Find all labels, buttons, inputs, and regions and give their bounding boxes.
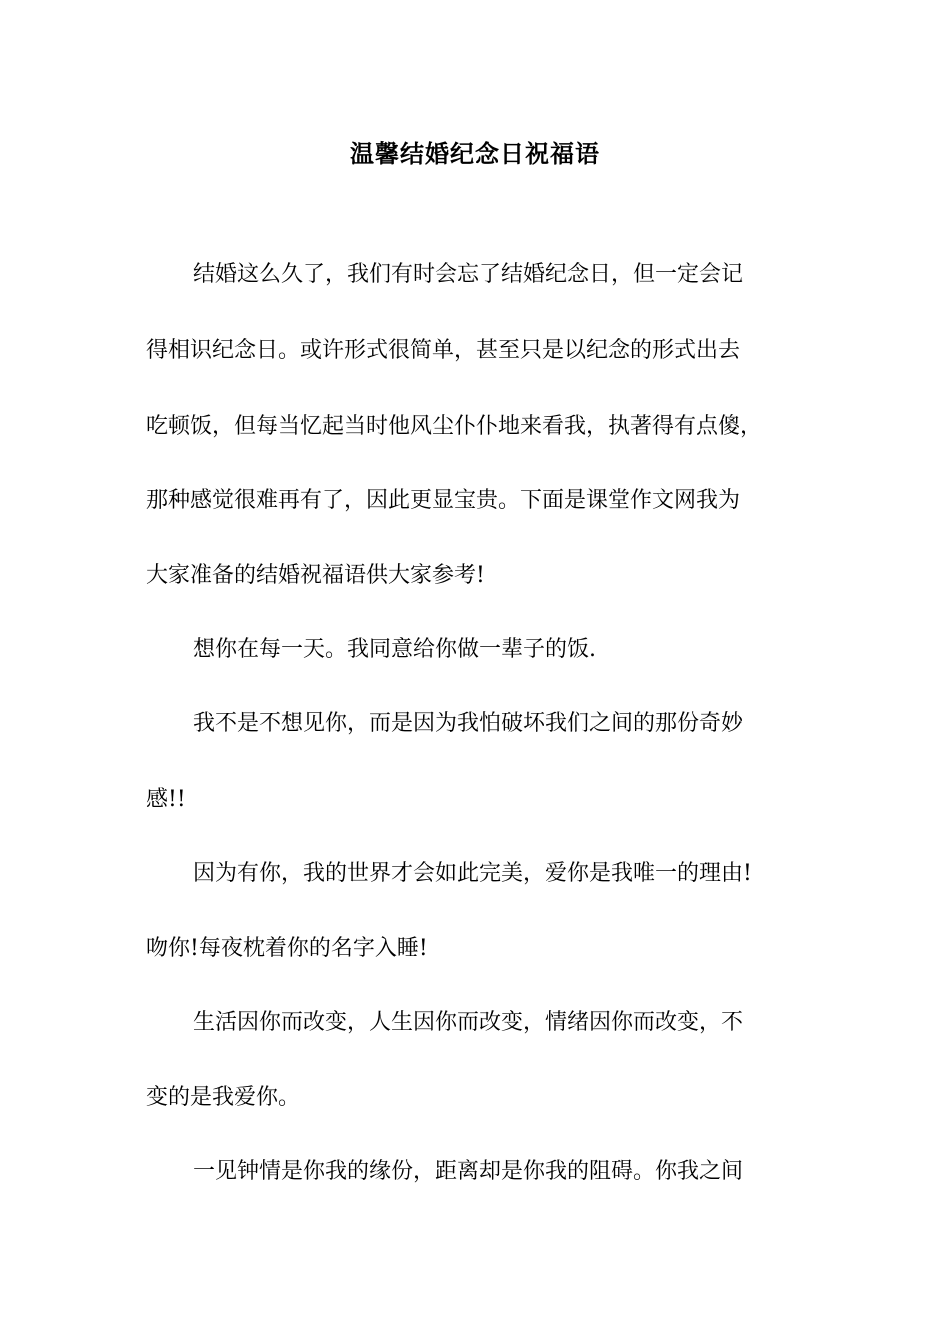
paragraph-line: 想你在每一天。我同意给你做一辈子的饭. [193,637,596,662]
paragraph-line: 感!! [146,787,186,812]
paragraph-line: 变的是我爱你。 [146,1085,301,1110]
paragraph-line: 得相识纪念日。或许形式很简单，甚至只是以纪念的形式出去 [146,338,741,363]
paragraph-line: 我不是不想见你，而是因为我怕破坏我们之间的那份奇妙 [193,711,744,736]
paragraph-line: 因为有你，我的世界才会如此完美，爱你是我唯一的理由! [193,861,752,886]
paragraph-line: 生活因你而改变，人生因你而改变，情绪因你而改变，不 [193,1010,744,1035]
paragraph-line: 吃顿饭，但每当忆起当时他风尘仆仆地来看我，执著得有点傻， [146,414,763,439]
paragraph-line: 结婚这么久了，我们有时会忘了结婚纪念日，但一定会记 [193,262,744,287]
paragraph-line: 一见钟情是你我的缘份，距离却是你我的阻碍。你我之间 [193,1159,744,1184]
paragraph-line: 大家准备的结婚祝福语供大家参考! [146,563,485,588]
document-title: 温馨结婚纪念日祝福语 [350,139,600,168]
paragraph-line: 那种感觉很难再有了，因此更显宝贵。下面是课堂作文网我为 [146,488,741,513]
paragraph-line: 吻你!每夜枕着你的名字入睡! [146,936,428,961]
